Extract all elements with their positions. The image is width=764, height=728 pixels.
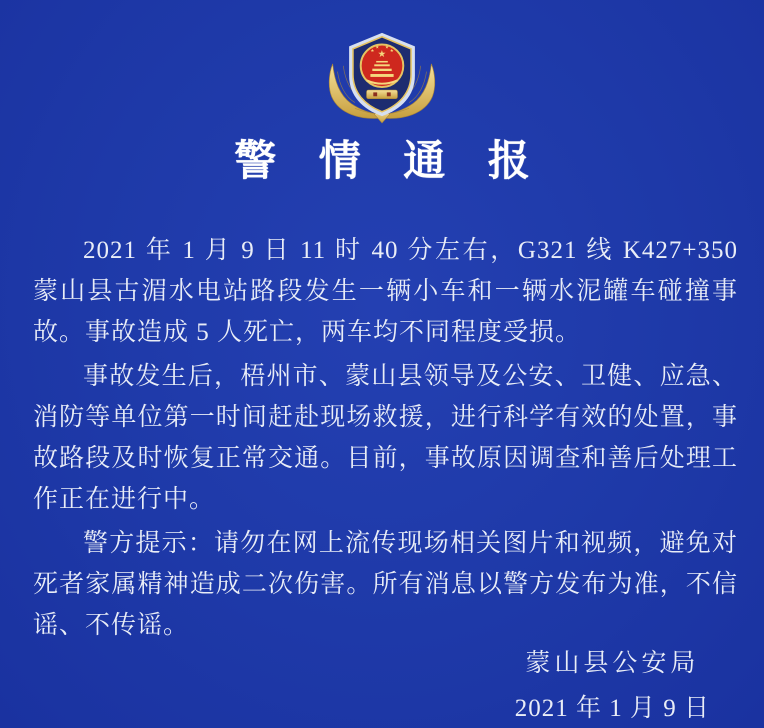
signature-block: [515, 641, 710, 728]
svg-text:★: ★: [384, 43, 389, 49]
paragraph-emergency-response: 事故发生后，梧州市、蒙山县领导及公安、卫健、应急、消防等单位第一时间赶赴现场救援，进行科学有效的处置，事故路段及时恢复正常交通。目前，事故原因调查和善后处理工作正在进行中。: [33, 363, 738, 513]
paragraph-incident-details: 2021 年 1 月 9 日 11 时 40 分左右，G321 线 K427+350 蒙山县古湄水电站路段发生一辆小车和一辆水泥罐车碰撞事故。事故造成 5 人死亡，两车均不同程度受损。: [33, 237, 738, 346]
svg-text:★: ★: [375, 43, 380, 49]
notice-title: 警 情 通 报: [234, 139, 546, 185]
police-badge-icon: [322, 25, 442, 124]
police-badge-emblem: [322, 26, 442, 122]
paragraph-police-reminder: 警方提示：请勿在网上流传现场相关图片和视频，避免对死者家属精神造成二次伤害。所有消息以警方发布为准，不信谣、不传谣。: [33, 530, 738, 639]
national-emblem-roundel: [361, 44, 404, 87]
badge-ribbon: [367, 89, 398, 98]
issue-date: 2021 年 1 月 9 日: [514, 695, 710, 722]
svg-text:★: ★: [389, 47, 394, 53]
issuer-name: 蒙山县公安局: [525, 650, 700, 677]
notice-body: [0, 230, 764, 646]
svg-text:★: ★: [370, 47, 375, 53]
svg-text:★: ★: [377, 48, 387, 60]
